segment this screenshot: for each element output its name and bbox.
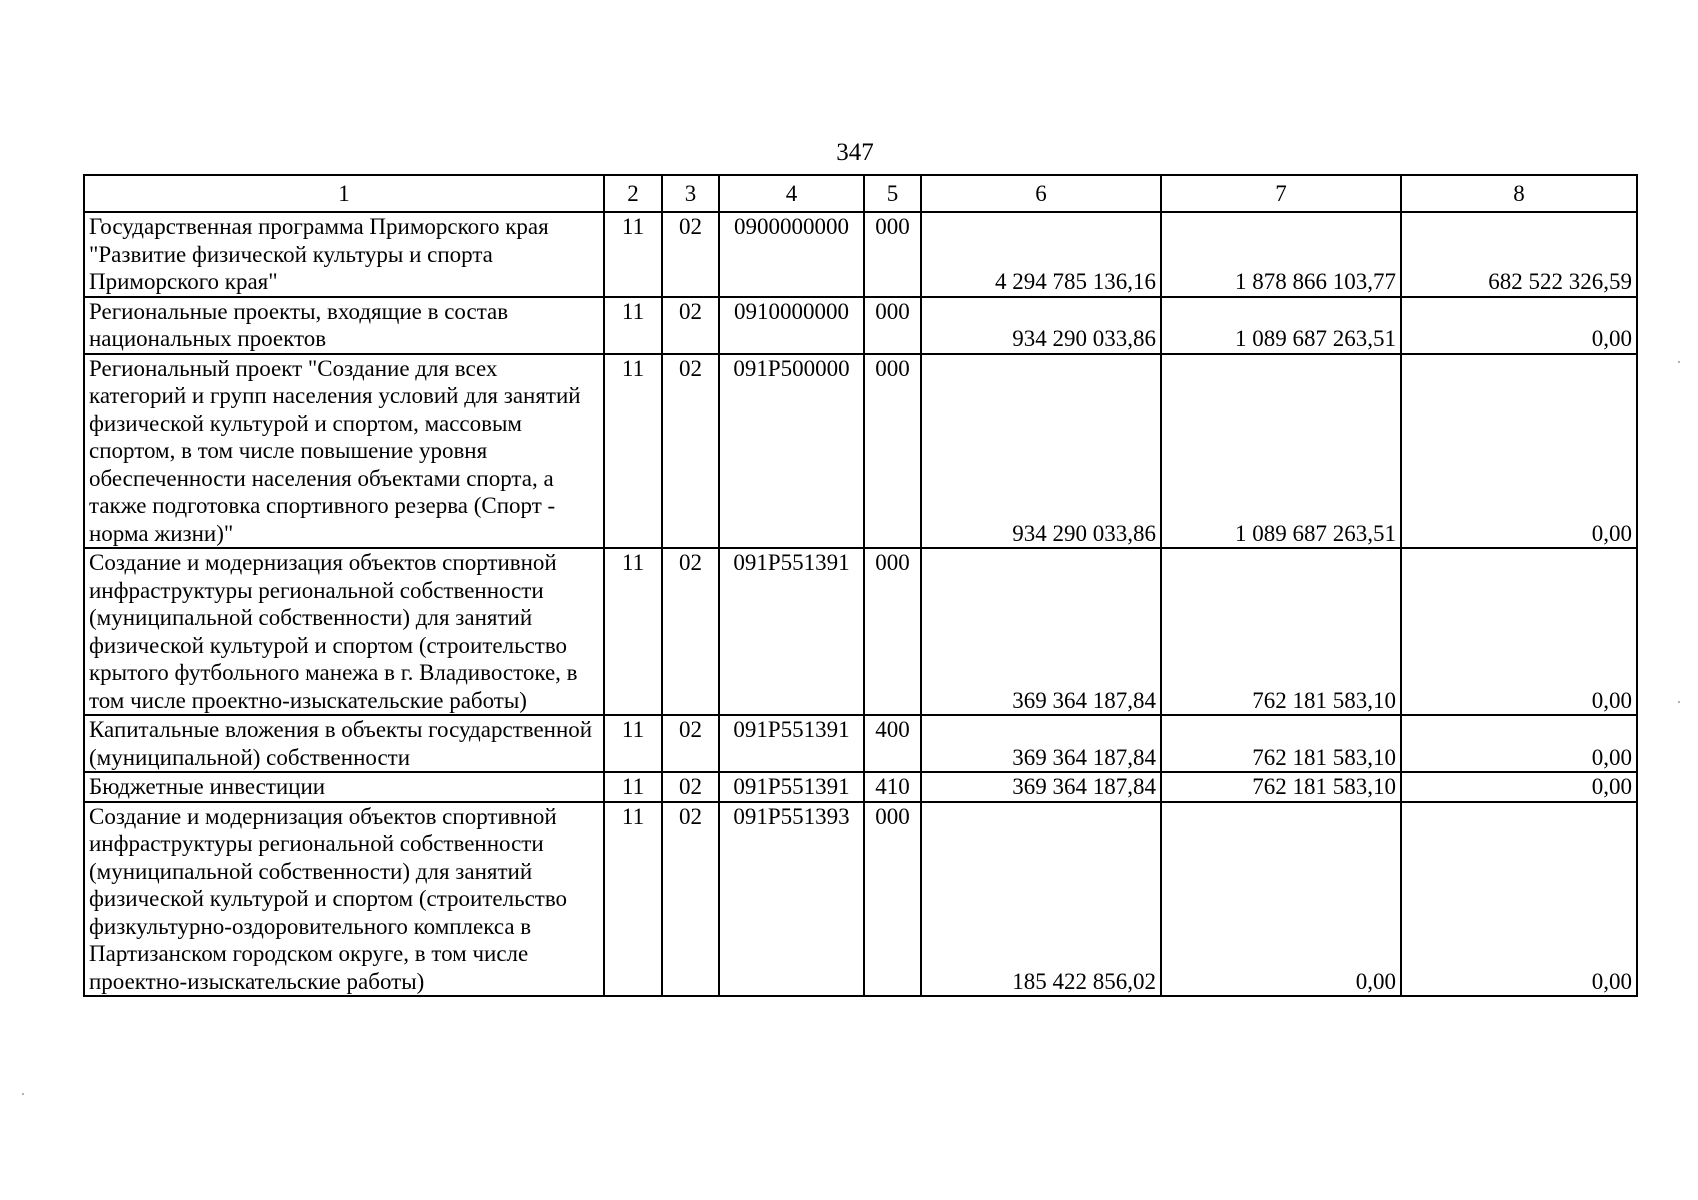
amount-column-6: 185 422 856,02 — [921, 802, 1161, 997]
row-name: Государственная программа Приморского края "Развитие физической культуры и спорта Приморского края" — [84, 212, 604, 297]
table-body — [84, 212, 1637, 996]
amount-column-7: 1 089 687 263,51 — [1161, 297, 1401, 354]
amount-column-7: 762 181 583,10 — [1161, 715, 1401, 772]
amount-column-6: 4 294 785 136,16 — [921, 212, 1161, 297]
scan-speck — [1678, 361, 1680, 363]
subsection-code: 02 — [662, 212, 719, 297]
row-name: Региональные проекты, входящие в состав национальных проектов — [84, 297, 604, 354]
amount-column-6: 369 364 187,84 — [921, 548, 1161, 715]
target-article-code: 091P551391 — [719, 548, 864, 715]
target-article-code: 091P551391 — [719, 772, 864, 802]
amount-column-8: 0,00 — [1401, 354, 1637, 549]
expense-type-code: 000 — [864, 802, 921, 997]
scan-speck — [22, 1093, 24, 1095]
table-row — [84, 802, 1637, 997]
row-name: Создание и модернизация объектов спортивной инфраструктуры региональной собственности (муниципальной собственности) для занятий физической культурой и спортом (строительство физкультурно-оздоровительного комплекса в Партизанском городском округе, в том числе проектно-изыскательские работы) — [84, 802, 604, 997]
amount-column-7: 1 089 687 263,51 — [1161, 354, 1401, 549]
row-name: Бюджетные инвестиции — [84, 772, 604, 802]
table-row — [84, 772, 1637, 802]
subsection-code: 02 — [662, 548, 719, 715]
column-header: 3 — [662, 175, 719, 212]
scan-speck — [1678, 701, 1680, 703]
column-header: 4 — [719, 175, 864, 212]
amount-column-7: 762 181 583,10 — [1161, 772, 1401, 802]
section-code: 11 — [604, 715, 662, 772]
expense-type-code: 410 — [864, 772, 921, 802]
expense-type-code: 000 — [864, 548, 921, 715]
column-header: 7 — [1161, 175, 1401, 212]
section-code: 11 — [604, 548, 662, 715]
section-code: 11 — [604, 297, 662, 354]
subsection-code: 02 — [662, 772, 719, 802]
subsection-code: 02 — [662, 715, 719, 772]
table-row — [84, 548, 1637, 715]
section-code: 11 — [604, 354, 662, 549]
amount-column-6: 369 364 187,84 — [921, 715, 1161, 772]
budget-table — [83, 174, 1638, 997]
amount-column-8: 682 522 326,59 — [1401, 212, 1637, 297]
row-name: Капитальные вложения в объекты государственной (муниципальной) собственности — [84, 715, 604, 772]
amount-column-6: 369 364 187,84 — [921, 772, 1161, 802]
amount-column-6: 934 290 033,86 — [921, 297, 1161, 354]
section-code: 11 — [604, 212, 662, 297]
target-article-code: 091P500000 — [719, 354, 864, 549]
expense-type-code: 000 — [864, 354, 921, 549]
expense-type-code: 000 — [864, 297, 921, 354]
table-row — [84, 715, 1637, 772]
amount-column-7: 1 878 866 103,77 — [1161, 212, 1401, 297]
column-header: 8 — [1401, 175, 1637, 212]
header-row — [84, 175, 1637, 212]
row-name: Создание и модернизация объектов спортивной инфраструктуры региональной собственности (муниципальной собственности) для занятий физической культурой и спортом (строительство крытого футбольного манежа в г. Владивостоке, в том числе проектно-изыскательские работы) — [84, 548, 604, 715]
subsection-code: 02 — [662, 802, 719, 997]
amount-column-8: 0,00 — [1401, 772, 1637, 802]
column-header: 1 — [84, 175, 604, 212]
subsection-code: 02 — [662, 354, 719, 549]
amount-column-8: 0,00 — [1401, 548, 1637, 715]
amount-column-6: 934 290 033,86 — [921, 354, 1161, 549]
amount-column-8: 0,00 — [1401, 715, 1637, 772]
amount-column-7: 762 181 583,10 — [1161, 548, 1401, 715]
target-article-code: 091P551393 — [719, 802, 864, 997]
table-row — [84, 212, 1637, 297]
expense-type-code: 000 — [864, 212, 921, 297]
column-header: 2 — [604, 175, 662, 212]
page-number: 347 — [836, 139, 874, 166]
row-name: Региональный проект "Создание для всех категорий и групп населения условий для занятий физической культурой и спортом, массовым спортом, в том числе повышение уровня обеспеченности населения объектами спорта, а также подготовка спортивного резерва (Спорт - норма жизни)" — [84, 354, 604, 549]
section-code: 11 — [604, 802, 662, 997]
column-header: 6 — [921, 175, 1161, 212]
target-article-code: 0900000000 — [719, 212, 864, 297]
target-article-code: 091P551391 — [719, 715, 864, 772]
amount-column-8: 0,00 — [1401, 802, 1637, 997]
section-code: 11 — [604, 772, 662, 802]
table-row — [84, 297, 1637, 354]
target-article-code: 0910000000 — [719, 297, 864, 354]
expense-type-code: 400 — [864, 715, 921, 772]
amount-column-8: 0,00 — [1401, 297, 1637, 354]
subsection-code: 02 — [662, 297, 719, 354]
column-header: 5 — [864, 175, 921, 212]
amount-column-7: 0,00 — [1161, 802, 1401, 997]
table-row — [84, 354, 1637, 549]
